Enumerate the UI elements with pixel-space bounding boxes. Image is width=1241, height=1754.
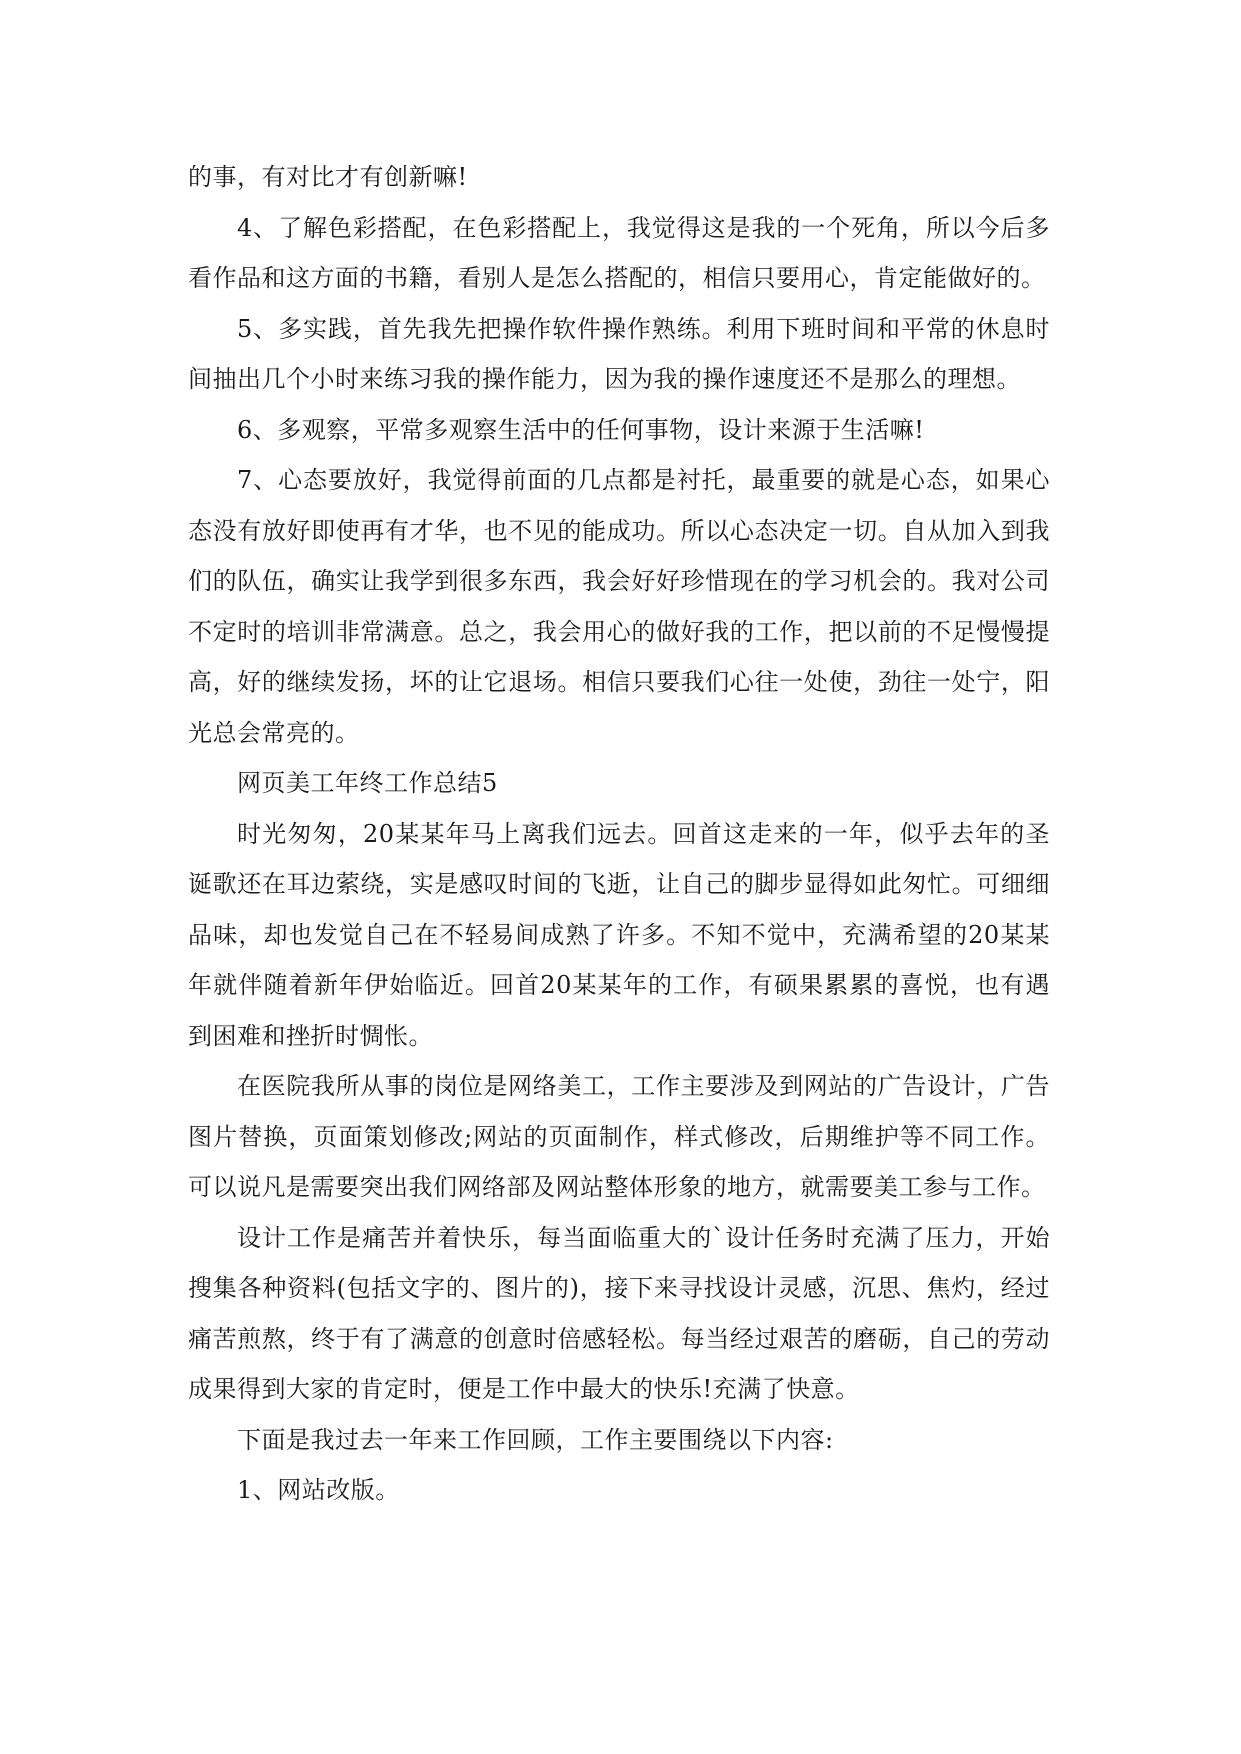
- paragraph-item-5: 5、多实践，首先我先把操作软件操作熟练。利用下班时间和平常的休息时间抽出几个小时来练习我的操作能力，因为我的操作速度还不是那么的理想。: [188, 314, 1050, 393]
- paragraph-list-item-1: 1、网站改版。: [237, 1476, 400, 1504]
- section-heading: 网页美工年终工作总结5: [237, 769, 498, 797]
- paragraph-position: 在医院我所从事的岗位是网络美工，工作主要涉及到网站的广告设计，广告图片替换，页面策划修改;网站的页面制作，样式修改，后期维护等不同工作。可以说凡是需要突出我们网络部及网站整体形象的地方，就需要美工参与工作。: [188, 1072, 1050, 1201]
- paragraph-item-6: 6、多观察，平常多观察生活中的任何事物，设计来源于生活嘛!: [237, 415, 925, 444]
- paragraph-continuation: 的事，有对比才有创新嘛!: [188, 163, 468, 191]
- paragraph-item-7: 7、心态要放好，我觉得前面的几点都是衬托，最重要的就是心态，如果心态没有放好即使再有才华，也不见的能成功。所以心态决定一切。自从加入到我们的队伍，确实让我学到很多东西，我会好好珍惜现在的学习机会的。我对公司不定时的培训非常满意。总之，我会用心的做好我的工作，把以前的不足慢慢提高，好的继续发扬，坏的让它退场。相信只要我们心往一处使，劲往一处宁，阳光总会常亮的。: [188, 466, 1050, 747]
- paragraph-design-work: 设计工作是痛苦并着快乐，每当面临重大的`设计任务时充满了压力，开始搜集各种资料(包括文字的、图片的)，接下来寻找设计灵感，沉思、焦灼，经过痛苦煎熬，终于有了满意的创意时倍感轻松。每当经过艰苦的磨砺，自己的劳动成果得到大家的肯定时，便是工作中最大的快乐!充满了快意。: [188, 1223, 1050, 1403]
- paragraph-item-4: 4、了解色彩搭配，在色彩搭配上，我觉得这是我的一个死角，所以今后多看作品和这方面的书籍，看别人是怎么搭配的，相信只要用心，肯定能做好的。: [188, 213, 1050, 292]
- document-body: [188, 152, 1050, 1516]
- paragraph-review-intro: 下面是我过去一年来工作回顾，工作主要围绕以下内容:: [237, 1425, 834, 1454]
- paragraph-intro: 时光匆匆，20某某年马上离我们远去。回首这走来的一年，似乎去年的圣诞歌还在耳边萦绕，实是感叹时间的飞逝，让自己的脚步显得如此匆忙。可细细品味，却也发觉自己在不轻易间成熟了许多。不知不觉中，充满希望的20某某年就伴随着新年伊始临近。回首20某某年的工作，有硕果累累的喜悦，也有遇到困难和挫折时惆怅。: [188, 819, 1050, 1050]
